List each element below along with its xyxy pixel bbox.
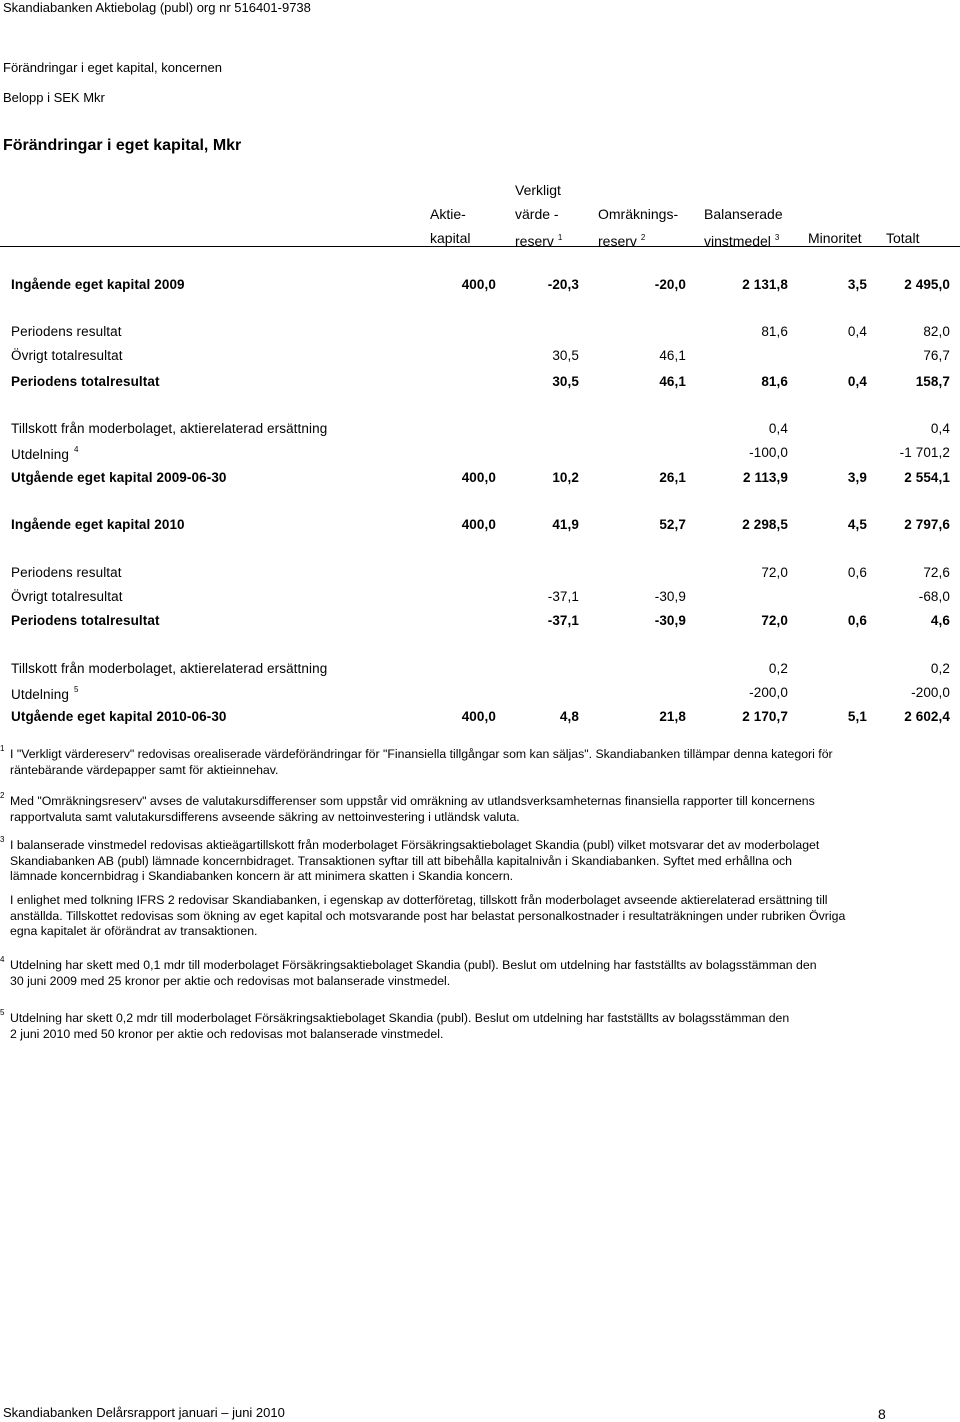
row-label: Ingående eget kapital 2010 (11, 517, 185, 532)
cell-value: -37,1 (547, 613, 579, 628)
page-title: Förändringar i eget kapital, Mkr (3, 137, 242, 154)
row-label: Periodens totalresultat (11, 613, 160, 628)
column-header-minoritet: Minoritet (808, 230, 862, 246)
table-row (0, 277, 960, 297)
footnote-line: 30 juni 2009 med 25 kronor per aktie och redovisas mot balanserade vinstmedel. (10, 973, 451, 988)
cell-value: 0,4 (768, 421, 788, 436)
cell-value: 52,7 (659, 517, 686, 532)
cell-value: 4,5 (847, 517, 867, 532)
unit-label: Belopp i SEK Mkr (3, 90, 105, 105)
footnote-line: lämnade koncernbidrag i Skandiabanken koncern är att minimera skatten i Skandia koncern. (10, 869, 514, 883)
row-label: Övrigt totalresultat (11, 348, 123, 363)
footnote-marker: 5 (73, 685, 79, 694)
footnote-marker: 3 (774, 233, 780, 242)
cell-value: 30,5 (552, 348, 579, 363)
cell-value: -20,0 (654, 277, 686, 292)
table-row (0, 324, 960, 344)
table-row (0, 348, 960, 368)
cell-value: 5,1 (847, 709, 867, 724)
cell-value: 21,8 (659, 709, 686, 724)
footnote-line: I enlighet med tolkning IFRS 2 redovisar Skandiabanken, i egenskap av dotterföretag, tillskott från moderbolaget avseende aktierelaterad ersättning till (10, 893, 828, 907)
table-row (0, 589, 960, 609)
cell-value: 76,7 (923, 348, 950, 363)
table-row (0, 685, 960, 705)
cell-value: 158,7 (915, 374, 950, 389)
footer-report-name: Skandiabanken Delårsrapport januari – juni 2010 (3, 1405, 285, 1420)
cell-value: 72,6 (923, 565, 950, 580)
footnote-line: Utdelning har skett med 0,1 mdr till moderbolaget Försäkringsaktiebolaget Skandia (publ). Beslut om utdelning har fastställts av bolagsstämman den (10, 958, 817, 972)
cell-value: 0,4 (847, 324, 867, 339)
footnote-number: 1 (0, 744, 5, 753)
table-row (0, 709, 960, 729)
row-label: Ingående eget kapital 2009 (11, 277, 185, 292)
column-header-aktiekapital: Aktie- kapital (430, 206, 471, 246)
table-row (0, 421, 960, 441)
footnote-line: egna kapitalet är oförändrat av transaktionen. (10, 924, 258, 938)
row-label: Utgående eget kapital 2009-06-30 (11, 470, 227, 485)
table-row (0, 470, 960, 490)
cell-value: 46,1 (659, 348, 686, 363)
row-label: Periodens resultat (11, 565, 122, 580)
footnote-marker: 1 (557, 233, 563, 242)
cell-value: -37,1 (547, 589, 579, 604)
cell-value: 82,0 (923, 324, 950, 339)
cell-value: 400,0 (461, 709, 496, 724)
cell-value: 26,1 (659, 470, 686, 485)
cell-value: -30,9 (654, 613, 686, 628)
row-label: Utdelning $^5$ (11, 685, 79, 702)
footnote-number: 5 (0, 1008, 5, 1017)
footnote-marker: 4 (73, 445, 79, 454)
cell-value: 0,6 (847, 613, 867, 628)
row-label: Tillskott från moderbolaget, aktierelaterad ersättning (11, 421, 328, 436)
cell-value: 400,0 (461, 470, 496, 485)
header-divider (0, 246, 960, 247)
cell-value: 400,0 (461, 517, 496, 532)
cell-value: 72,0 (761, 613, 788, 628)
table-row (0, 661, 960, 681)
section-heading: Förändringar i eget kapital, koncernen (3, 60, 222, 75)
footnote-line: 2 juni 2010 med 50 kronor per aktie och redovisas mot balanserade vinstmedel. (10, 1026, 444, 1041)
cell-value: 41,9 (552, 517, 579, 532)
footnote-line: räntebärande värdepapper samt för aktieinnehav. (10, 762, 279, 777)
cell-value: -200,0 (749, 685, 788, 700)
row-label: Övrigt totalresultat (11, 589, 123, 604)
cell-value: 2 602,4 (904, 709, 950, 724)
cell-value: 4,6 (930, 613, 950, 628)
footnote-line: Skandiabanken AB (publ) lämnade koncernbidraget. Transaktionen syftar till att bibehålla kapitalnivån i Skandiabanken. Syftet med erhållna och (10, 853, 793, 868)
footnote-line: anställda. Tillskottet redovisas som ökning av eget kapital och motsvarande post har belastat personalkostnader i resultaträkningen under rubriken Övriga (10, 908, 846, 923)
cell-value: -200,0 (911, 685, 950, 700)
footnote-number: 4 (0, 955, 5, 964)
table-row (0, 565, 960, 585)
cell-value: -1 701,2 (899, 445, 950, 460)
column-header-omrakningsreserv: Omräknings- reserv $^2$ (598, 206, 679, 249)
row-label: Periodens totalresultat (11, 374, 160, 389)
footnote-line: Med "Omräkningsreserv" avses de valutakursdifferenser som uppstår vid omräkning av utlandsverksamheternas finansiella rapporter till koncernens (10, 794, 815, 808)
row-label: Tillskott från moderbolaget, aktierelaterad ersättning (11, 661, 328, 676)
cell-value: 2 298,5 (742, 517, 788, 532)
column-header-verkligt-varde-reserv: Verkligt värde - reserv $^1$ (515, 182, 563, 249)
cell-value: -68,0 (918, 589, 950, 604)
cell-value: 81,6 (761, 324, 788, 339)
cell-value: 81,6 (761, 374, 788, 389)
cell-value: 3,5 (847, 277, 867, 292)
page-number: 8 (878, 1406, 886, 1422)
cell-value: 2 131,8 (742, 277, 788, 292)
cell-value: 10,2 (552, 470, 579, 485)
cell-value: 4,8 (559, 709, 579, 724)
cell-value: 2 170,7 (742, 709, 788, 724)
cell-value: 0,6 (847, 565, 867, 580)
footnote-number: 2 (0, 791, 5, 800)
table-row (0, 613, 960, 633)
cell-value: 0,2 (930, 661, 950, 676)
cell-value: 0,2 (768, 661, 788, 676)
footnote-number: 3 (0, 835, 5, 844)
table-row (0, 517, 960, 537)
footnote-line: rapportvaluta samt valutakursdifferens avseende säkring av nettoinvestering i utländsk valuta. (10, 809, 520, 824)
cell-value: 72,0 (761, 565, 788, 580)
cell-value: 46,1 (659, 374, 686, 389)
row-label: Periodens resultat (11, 324, 122, 339)
company-header: Skandiabanken Aktiebolag (publ) org nr 516401-9738 (3, 0, 311, 15)
cell-value: 2 113,9 (743, 470, 788, 485)
cell-value: 2 797,6 (904, 517, 950, 532)
cell-value: 400,0 (461, 277, 496, 292)
cell-value: -100,0 (749, 445, 788, 460)
cell-value: 2 554,1 (904, 470, 950, 485)
cell-value: 0,4 (847, 374, 867, 389)
footnote-line: Utdelning har skett 0,2 mdr till moderbolaget Försäkringsaktiebolaget Skandia (publ). Beslut om utdelning har fastställts av bolagsstämman den (10, 1011, 790, 1025)
footnote-marker: 2 (640, 233, 646, 242)
footnote-line: I "Verkligt värdereserv" redovisas orealiserade värdeförändringar för "Finansiella tillgångar som kan säljas". Skandiabanken tillämpar denna kategori för (10, 747, 833, 761)
cell-value: 3,9 (847, 470, 867, 485)
table-row (0, 445, 960, 465)
cell-value: -30,9 (654, 589, 686, 604)
cell-value: -20,3 (547, 277, 579, 292)
table-row (0, 374, 960, 394)
column-header-totalt: Totalt (886, 230, 920, 246)
row-label: Utdelning $^4$ (11, 445, 79, 462)
cell-value: 2 495,0 (904, 277, 950, 292)
cell-value: 0,4 (930, 421, 950, 436)
footnote-line: I balanserade vinstmedel redovisas aktieägartillskott från moderbolaget Försäkringsaktiebolaget Skandia (publ) vilket motsvarar det av moderbolaget (10, 838, 820, 852)
cell-value: 30,5 (552, 374, 579, 389)
row-label: Utgående eget kapital 2010-06-30 (11, 709, 227, 724)
column-header-balanserade-vinstmedel: Balanserade vinstmedel $^3$ (704, 206, 783, 249)
